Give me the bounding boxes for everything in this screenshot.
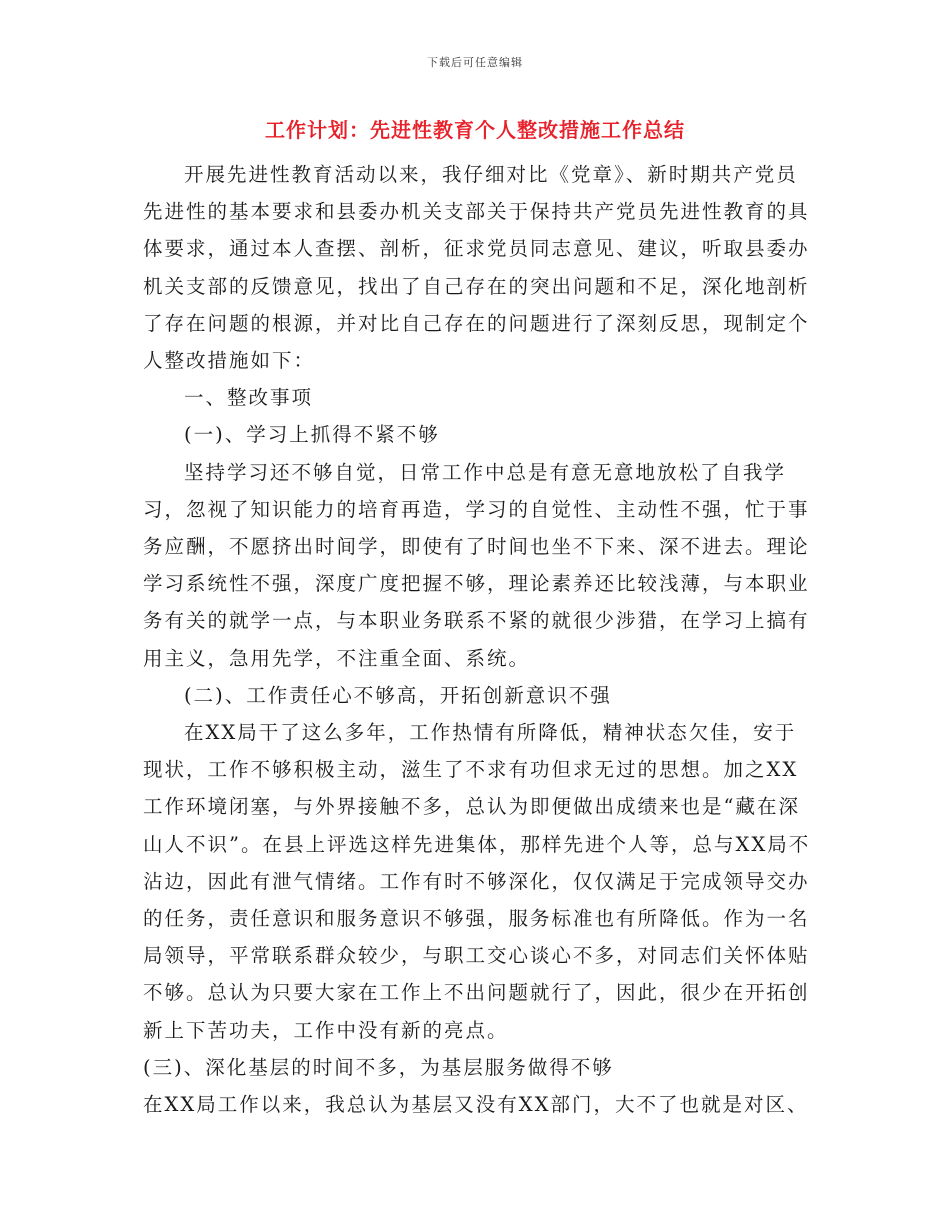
subsection-heading-2: (二)、工作责任心不够高，开拓创新意识不强 [184, 683, 612, 707]
document-title: 工作计划：先进性教育个人整改措施工作总结 [265, 118, 685, 142]
intro-paragraph: 开展先进性教育活动以来，我仔细对比《党章》、新时期共产党员先进性的基本要求和县委办机关支部关于保持共产党员先进性教育的具体要求，通过本人查摆、剖析，征求党员同志意见、建议，听取县委办机关支部的反馈意见，找出了自己存在的突出问题和不足，深化地剖析了存在问题的根源，并对比自己存在的问题进行了深刻反思，现制定个人整改措施如下： [143, 163, 810, 373]
paragraph-learning: 坚持学习还不够自觉，日常工作中总是有意无意地放松了自我学习，忽视了知识能力的培育再造，学习的自觉性、主动性不强，忙于事务应酬，不愿挤出时间学，即使有了时间也坐不下来、深不进去。理论学习系统性不强，深度广度把握不够，理论素养还比较浅薄，与本职业务有关的就学一点，与本职业务联系不紧的就很少涉猎，在学习上搞有用主义，急用先学，不注重全面、系统。 [143, 460, 810, 670]
document-body [143, 156, 813, 1123]
subsection-heading-3: (三)、深化基层的时间不多，为基层服务做得不够 [143, 1055, 614, 1079]
header-note: 下载后可任意编辑 [427, 56, 523, 69]
section-heading-rectification: 一、整改事项 [184, 386, 314, 410]
paragraph-responsibility: 在XX局干了这么多年，工作热情有所降低，精神状态欠佳，安于现状，工作不够积极主动，滋生了不求有功但求无过的思想。加之XX工作环境闭塞，与外界接触不多，总认为即便做出成绩来也是“藏在深山人不识”。在县上评选这样先进集体，那样先进个人等，总与XX局不沾边，因此有泄气情绪。工作有时不够深化，仅仅满足于完成领导交办的任务，责任意识和服务意识不够强，服务标准也有所降低。作为一名局领导，平常联系群众较少，与职工交心谈心不多，对同志们关怀体贴不够。总认为只要大家在工作上不出问题就行了，因此，很少在开拓创新上下苦功夫，工作中没有新的亮点。 [143, 721, 811, 1042]
paragraph-grassroots: 在XX局工作以来，我总认为基层又没有XX部门，大不了也就是对区、 [143, 1093, 809, 1117]
subsection-heading-1: (一)、学习上抓得不紧不够 [184, 423, 440, 447]
